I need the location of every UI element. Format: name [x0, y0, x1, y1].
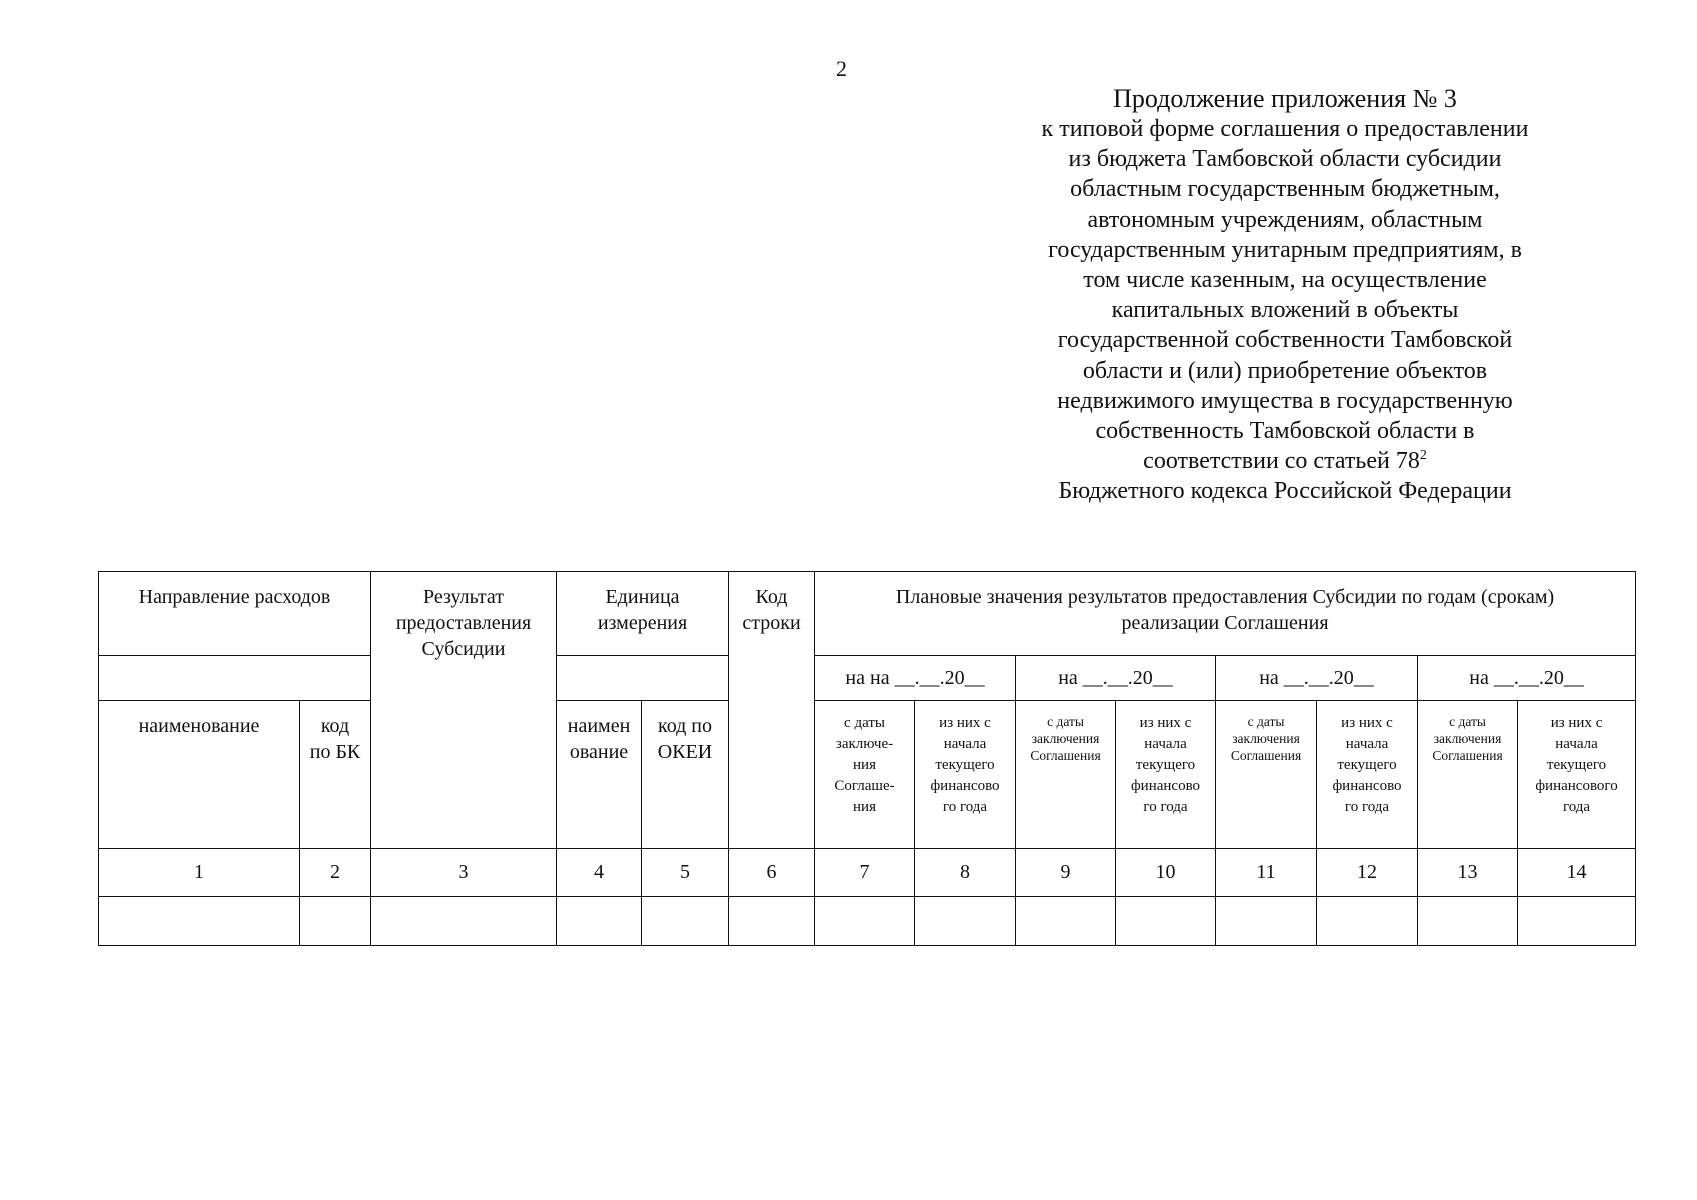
- appendix-heading: [1000, 84, 1570, 507]
- header-line-code: Код строки: [729, 572, 815, 849]
- column-number: 13: [1418, 849, 1518, 897]
- header-from-agreement-date-3: с даты заключения Соглашения: [1216, 701, 1317, 849]
- header-name: наименование: [99, 701, 300, 849]
- header-expense-direction: Направление расходов: [99, 572, 371, 656]
- column-number: 5: [642, 849, 729, 897]
- empty-data-cell: [642, 897, 729, 946]
- empty-data-cell: [300, 897, 371, 946]
- empty-data-cell: [915, 897, 1016, 946]
- header-from-year-start-3: из них с начала текущего финансово го года: [1317, 701, 1418, 849]
- heading-line: недвижимого имущества в государственную: [1057, 387, 1513, 414]
- header-expense-empty: [99, 656, 371, 701]
- column-number: 9: [1016, 849, 1116, 897]
- heading-line: автономным учреждениям, областным: [1087, 206, 1483, 233]
- header-from-agreement-date-1: с даты заключе- ния Соглаше- ния: [815, 701, 915, 849]
- empty-data-cell: [99, 897, 300, 946]
- column-number: 4: [557, 849, 642, 897]
- heading-line: том числе казенным, на осуществление: [1083, 267, 1487, 294]
- header-unit: Единица измерения: [557, 572, 729, 656]
- page-number: 2: [836, 56, 847, 81]
- header-from-year-start-1: из них с начала текущего финансово го года: [915, 701, 1016, 849]
- empty-data-cell: [1016, 897, 1116, 946]
- appendix-description: [1000, 114, 1570, 507]
- heading-line: областным государственным бюджетным,: [1070, 176, 1500, 203]
- column-number: 11: [1216, 849, 1317, 897]
- heading-line: из бюджета Тамбовской области субсидии: [1068, 146, 1502, 173]
- empty-data-cell: [1116, 897, 1216, 946]
- column-number: 8: [915, 849, 1016, 897]
- column-number: 7: [815, 849, 915, 897]
- planned-values-table: [98, 571, 1636, 946]
- empty-data-cell: [1518, 897, 1636, 946]
- heading-line: собственность Тамбовской области в: [1095, 418, 1475, 445]
- header-year-3: на __.__.20__: [1216, 656, 1418, 701]
- header-from-agreement-date-2: с даты заключения Соглашения: [1016, 701, 1116, 849]
- header-unit-name: наимен ование: [557, 701, 642, 849]
- empty-data-cell: [815, 897, 915, 946]
- article-superscript: 2: [1419, 448, 1427, 464]
- heading-line: государственной собственности Тамбовской: [1057, 327, 1513, 354]
- empty-data-cell: [729, 897, 815, 946]
- column-number: 6: [729, 849, 815, 897]
- empty-data-cell: [557, 897, 642, 946]
- header-from-agreement-date-4: с даты заключения Соглашения: [1418, 701, 1518, 849]
- heading-line: к типовой форме соглашения о предоставлении: [1041, 116, 1529, 142]
- column-number: 14: [1518, 849, 1636, 897]
- header-unit-empty: [557, 656, 729, 701]
- header-planned-values: Плановые значения результатов предоставления Субсидии по годам (срокам) реализации Соглашения: [815, 572, 1636, 656]
- empty-data-cell: [1216, 897, 1317, 946]
- column-number: 2: [300, 849, 371, 897]
- appendix-title: Продолжение приложения № 3: [1113, 84, 1457, 113]
- column-number: 1: [99, 849, 300, 897]
- heading-line: Бюджетного кодекса Российской Федерации: [1058, 478, 1512, 505]
- header-year-4: на __.__.20__: [1418, 656, 1636, 701]
- header-from-year-start-2: из них с начала текущего финансово го года: [1116, 701, 1216, 849]
- empty-data-cell: [371, 897, 557, 946]
- header-bk-code: код по БК: [300, 701, 371, 849]
- header-okei-code: код по ОКЕИ: [642, 701, 729, 849]
- column-number: 3: [371, 849, 557, 897]
- heading-line: государственным унитарным предприятиям, в: [1048, 236, 1522, 263]
- heading-line-article: [1000, 446, 1570, 476]
- article-text: соответствии со статьей 78: [1143, 448, 1420, 475]
- header-result: Результат предоставления Субсидии: [371, 572, 557, 849]
- heading-line: области и (или) приобретение объектов: [1082, 357, 1488, 384]
- header-year-2: на __.__.20__: [1016, 656, 1216, 701]
- column-number: 10: [1116, 849, 1216, 897]
- empty-data-cell: [1418, 897, 1518, 946]
- heading-line: капитальных вложений в объекты: [1111, 297, 1459, 324]
- empty-data-cell: [1317, 897, 1418, 946]
- column-number: 12: [1317, 849, 1418, 897]
- header-from-year-start-4: из них с начала текущего финансового года: [1518, 701, 1636, 849]
- header-year-1: на на __.__.20__: [815, 656, 1016, 701]
